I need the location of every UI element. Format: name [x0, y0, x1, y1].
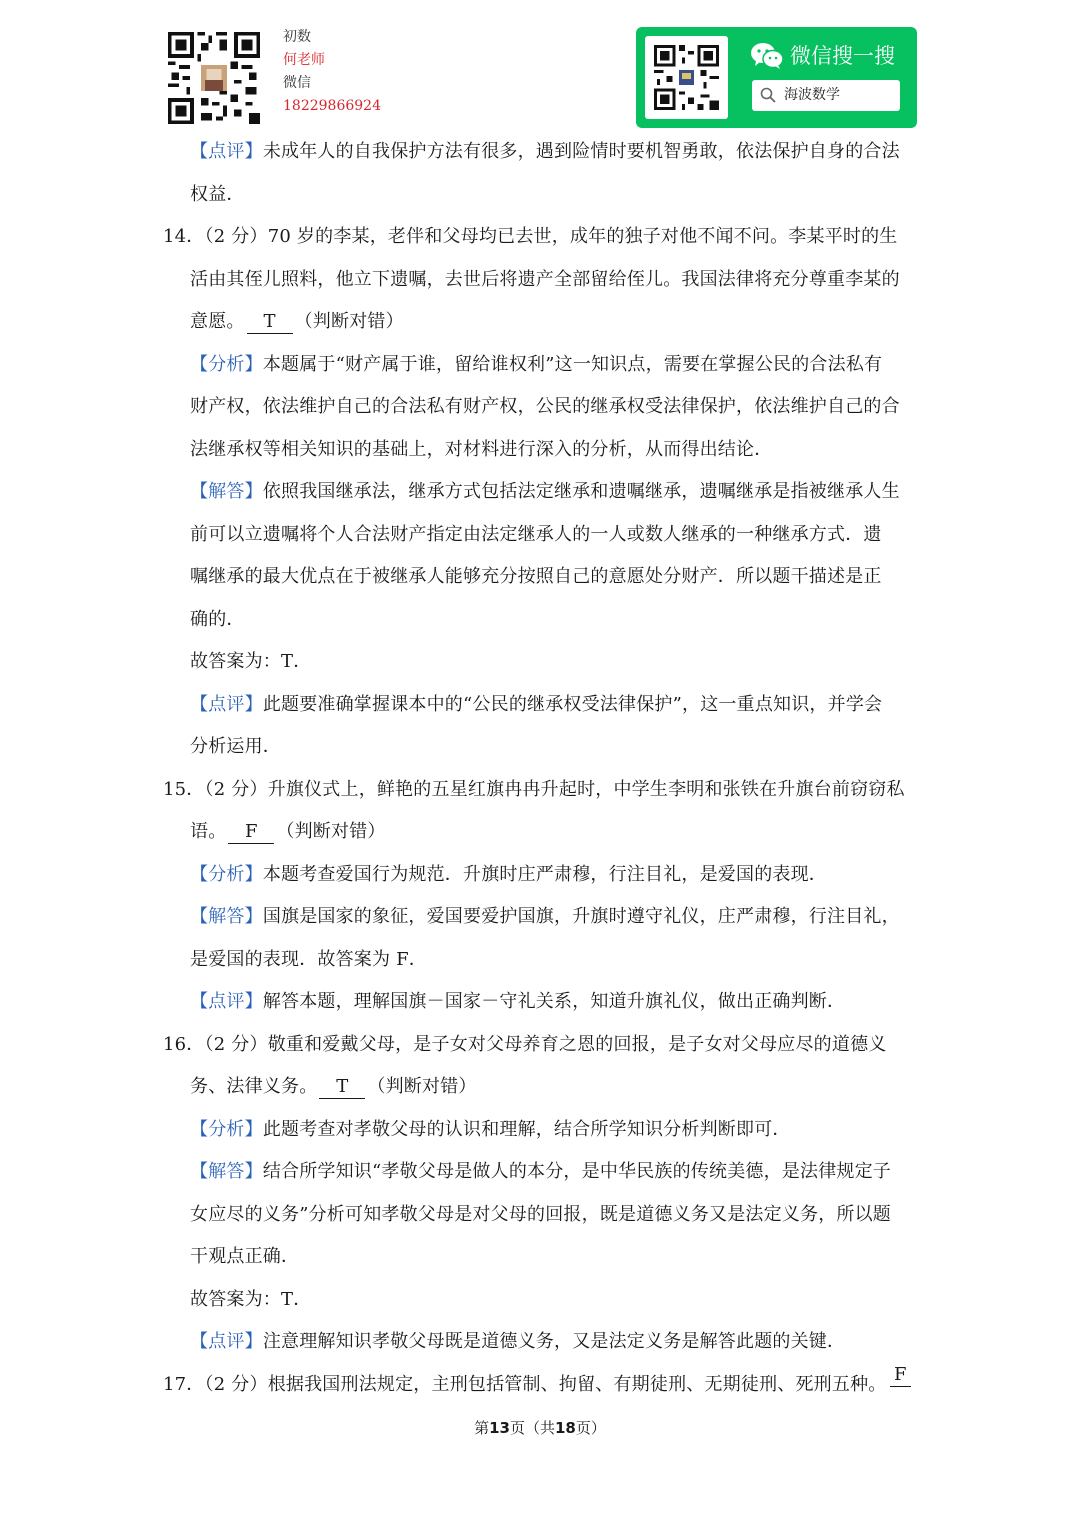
- answer-line: [0, 301, 1080, 344]
- text-line: [0, 514, 1080, 557]
- analysis-line: [0, 344, 1080, 387]
- answer-blank: T: [319, 1076, 365, 1099]
- review-line: [0, 981, 1080, 1024]
- document-body: [0, 131, 1080, 1406]
- line-text: 活由其侄儿照料，他立下遗嘱，去世后将遗产全部留给侄儿。我国法律将充分尊重李某的: [190, 268, 900, 290]
- line-text: 故答案为：T．: [190, 1288, 312, 1310]
- text-line: [0, 939, 1080, 982]
- line-text: 故答案为：T．: [190, 651, 312, 672]
- line-text: 结合所学知识“孝敬父母是做人的本分，是中华民族的传统美德，是法律规定子: [262, 1161, 892, 1182]
- review-line: [0, 131, 1080, 174]
- review-line: [0, 1321, 1080, 1364]
- answer-blank: F: [890, 1364, 911, 1387]
- text-line: [0, 726, 1080, 769]
- line-text: （2 分）升旗仪式上，鲜艳的五星红旗冉冉升起时，中学生李明和张铁在升旗台前窃窃私: [204, 778, 905, 800]
- text-line: [0, 1236, 1080, 1279]
- analysis-line: [0, 854, 1080, 897]
- answer-line: [0, 1066, 1080, 1109]
- final-answer-line: [0, 1279, 1080, 1322]
- question-16: [0, 1024, 1080, 1067]
- question-number: 16．: [163, 1033, 205, 1055]
- line-text: 法继承权等相关知识的基础上，对材料进行深入的分析，从而得出结论．: [190, 438, 773, 460]
- analysis-line: [0, 1109, 1080, 1152]
- answer-blank: T: [247, 311, 293, 334]
- line-text: 此题考查对孝敬父母的认识和理解，结合所学知识分析判断即可．: [262, 1118, 791, 1140]
- wechat-label: 微信: [283, 75, 311, 91]
- line-text: 分析运用．: [190, 736, 281, 757]
- wechat-logo-icon: [750, 41, 784, 71]
- line-text: 此题要准确掌握课本中的“公民的继承权受法律保护”，这一重点知识，并学会: [262, 693, 883, 715]
- line-text: 务、法律义务。: [190, 1076, 318, 1097]
- line-text: （2 分）70 岁的李某，老伴和父母均已去世，成年的独子对他不闻不问。李某平时的生: [204, 226, 898, 247]
- wechat-qr-frame: [645, 36, 728, 119]
- text-line: [0, 599, 1080, 642]
- review-tag: 【点评】: [190, 141, 263, 162]
- line-text: 语。: [190, 821, 227, 842]
- wechat-search-title: 微信搜一搜: [790, 44, 895, 68]
- footer-middle: 页（共: [509, 1419, 555, 1437]
- text-line: [0, 1194, 1080, 1237]
- line-text: 前可以立遗嘱将个人合法财产指定由法定继承人的一人或数人继承的一种继承方式．遗: [190, 523, 882, 545]
- wechat-id: 18229866924: [283, 98, 381, 114]
- line-text: 财产权，依法维护自己的合法私有财产权，公民的继承权受法律保护，依法维护自己的合: [190, 396, 900, 417]
- line-text: 意愿。: [190, 311, 245, 332]
- solution-tag: 【解答】: [190, 481, 263, 502]
- wechat-qr-code-icon[interactable]: [654, 45, 719, 110]
- final-answer-line: [0, 641, 1080, 684]
- question-number: 15．: [163, 778, 205, 800]
- line-text: 依照我国继承法，继承方式包括法定继承和遗嘱继承，遗嘱继承是指被继承人生: [262, 481, 900, 502]
- line-text: （2 分）敬重和爱戴父母，是子女对父母养育之恩的回报，是子女对父母应尽的道德义: [204, 1033, 887, 1055]
- line-text: 干观点正确．: [190, 1246, 300, 1267]
- wechat-search-banner[interactable]: [636, 27, 917, 128]
- review-line: [0, 684, 1080, 727]
- analysis-tag: 【分析】: [190, 1118, 263, 1140]
- search-icon: [760, 87, 776, 103]
- answer-blank: F: [228, 821, 274, 844]
- review-tag: 【点评】: [190, 693, 263, 715]
- question-number: 17．: [163, 1373, 205, 1395]
- footer-prefix: 第: [474, 1419, 490, 1437]
- line-text: 解答本题，理解国旗－国家－守礼关系，知道升旗礼仪，做出正确判断．: [262, 991, 846, 1012]
- line-text: 女应尽的义务”分析可知孝敬父母是对父母的回报，既是道德义务又是法定义务，所以题: [190, 1203, 891, 1225]
- line-text: 本题属于“财产属于谁，留给谁权利”这一知识点，需要在掌握公民的合法私有: [262, 353, 883, 375]
- judge-label: （判断对错）: [367, 1076, 477, 1097]
- review-tag: 【点评】: [190, 991, 263, 1012]
- line-text: 国旗是国家的象征，爱国要爱护国旗，升旗时遵守礼仪，庄严肃穆，行注目礼，: [262, 906, 900, 927]
- text-line: [0, 556, 1080, 599]
- footer-suffix: 页）: [575, 1419, 606, 1437]
- judge-label: （判断对错）: [294, 311, 404, 332]
- question-17: [0, 1364, 1080, 1407]
- line-text: （2 分）根据我国刑法规定，主刑包括管制、拘留、有期徒刑、无期徒刑、死刑五种。: [204, 1373, 887, 1395]
- subject-label: 初数: [283, 29, 311, 45]
- line-text: 权益．: [190, 183, 245, 205]
- page-header: [0, 0, 1080, 132]
- page-footer: [0, 1417, 1080, 1439]
- text-line: [0, 429, 1080, 472]
- solution-line: [0, 471, 1080, 514]
- current-page-number: 13: [489, 1419, 510, 1437]
- question-14: [0, 216, 1080, 259]
- analysis-tag: 【分析】: [190, 863, 263, 885]
- solution-line: [0, 1151, 1080, 1194]
- question-15: [0, 769, 1080, 812]
- teacher-name: 何老师: [283, 52, 325, 68]
- line-text: 是爱国的表现．故答案为 F．: [190, 948, 428, 970]
- answer-line: [0, 811, 1080, 854]
- text-line: [0, 174, 1080, 217]
- text-line: [0, 386, 1080, 429]
- wechat-search-query: 海波数学: [784, 87, 840, 103]
- line-text: 嘱继承的最大优点在于被继承人能够充分按照自己的意愿处分财产．所以题干描述是正: [190, 566, 882, 587]
- line-text: 本题考查爱国行为规范．升旗时庄严肃穆，行注目礼，是爱国的表现．: [262, 863, 828, 885]
- review-tag: 【点评】: [190, 1331, 263, 1352]
- analysis-tag: 【分析】: [190, 353, 263, 375]
- solution-tag: 【解答】: [190, 1161, 263, 1182]
- solution-tag: 【解答】: [190, 906, 263, 927]
- question-number: 14．: [163, 226, 205, 247]
- total-page-count: 18: [555, 1419, 576, 1437]
- judge-label: （判断对错）: [276, 821, 386, 842]
- solution-line: [0, 896, 1080, 939]
- line-text: 注意理解知识孝敬父母既是道德义务，又是法定义务是解答此题的关键．: [262, 1331, 846, 1352]
- wechat-search-box[interactable]: [752, 80, 900, 111]
- line-text: 未成年人的自我保护方法有很多，遇到险情时要机智勇敢，依法保护自身的合法: [262, 141, 900, 162]
- teacher-contact: [283, 26, 381, 118]
- line-text: 确的．: [190, 608, 245, 630]
- qr-code-icon[interactable]: [168, 32, 260, 124]
- text-line: [0, 259, 1080, 302]
